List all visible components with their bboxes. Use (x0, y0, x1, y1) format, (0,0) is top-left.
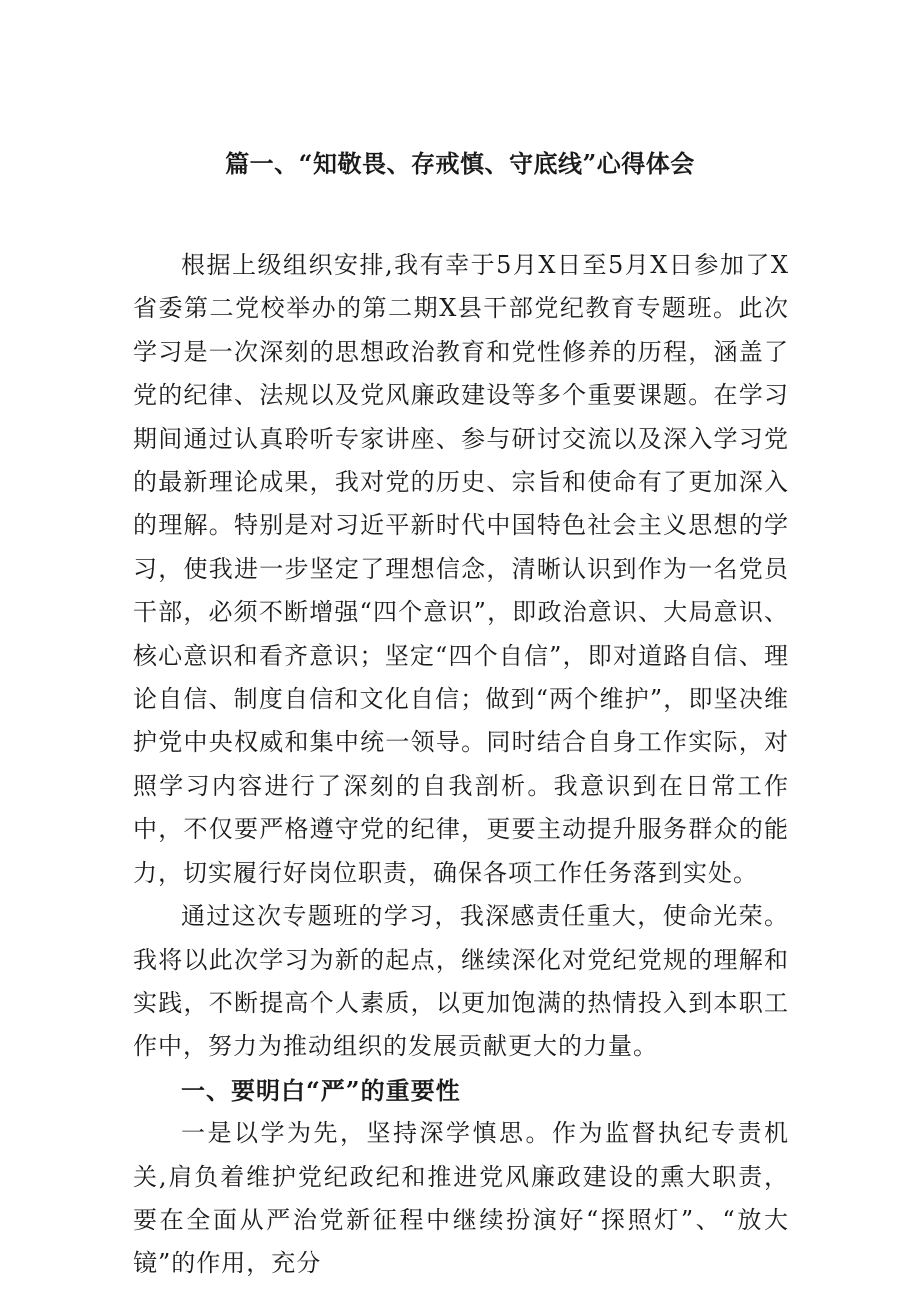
paragraph-2: 通过这次专题班的学习，我深感责任重大，使命光荣。我将以此次学习为新的起点，继续深化对党纪党规的理解和实践，不断提高个人素质，以更加饱满的热情投入到本职工作中，努力为推动组织的发展贡献更大的力量。 (133, 902, 789, 1061)
section-heading-1: 一、要明白“严”的重要性 (181, 1075, 461, 1105)
document-title: 篇一、“知敬畏、存戒慎、守底线”心得体会 (225, 149, 695, 178)
paragraph-1: 根据上级组织安排,我有幸于5月X日至5月X日参加了X省委第二党校举办的第二期X县干部党纪教育专题班。此次学习是一次深刻的思想政治教育和党性修养的历程，涵盖了党的纪律、法规以及党风廉政建设等多个重要课题。在学习期间通过认真聆听专家讲座、参与研讨交流以及深入学习党的最新理论成果，我对党的历史、宗旨和使命有了更加深入的理解。特别是对习近平新时代中国特色社会主义思想的学习，使我进一步坚定了理想信念，清晰认识到作为一名党员干部，必须不断增强“四个意识”，即政治意识、大局意识、核心意识和看齐意识；坚定“四个自信”，即对道路自信、理论自信、制度自信和文化自信；做到“两个维护”，即坚决维护党中央权威和集中统一领导。同时结合自身工作实际，对照学习内容进行了深刻的自我剖析。我意识到在日常工作中，不仅要严格遵守党的纪律，更要主动提升服务群众的能力，切实履行好岗位职责，确保各项工作任务落到实处。 (133, 251, 789, 887)
document-body (133, 244, 789, 1286)
paragraph-3: 一是以学为先，坚持深学慎思。作为监督执纪专责机关,肩负着维护党纪政纪和推进党风廉政建设的熏大职责，要在全面从严治党新征程中继续扮演好“探照灯”、“放大镜”的作用，充分 (133, 1119, 789, 1278)
